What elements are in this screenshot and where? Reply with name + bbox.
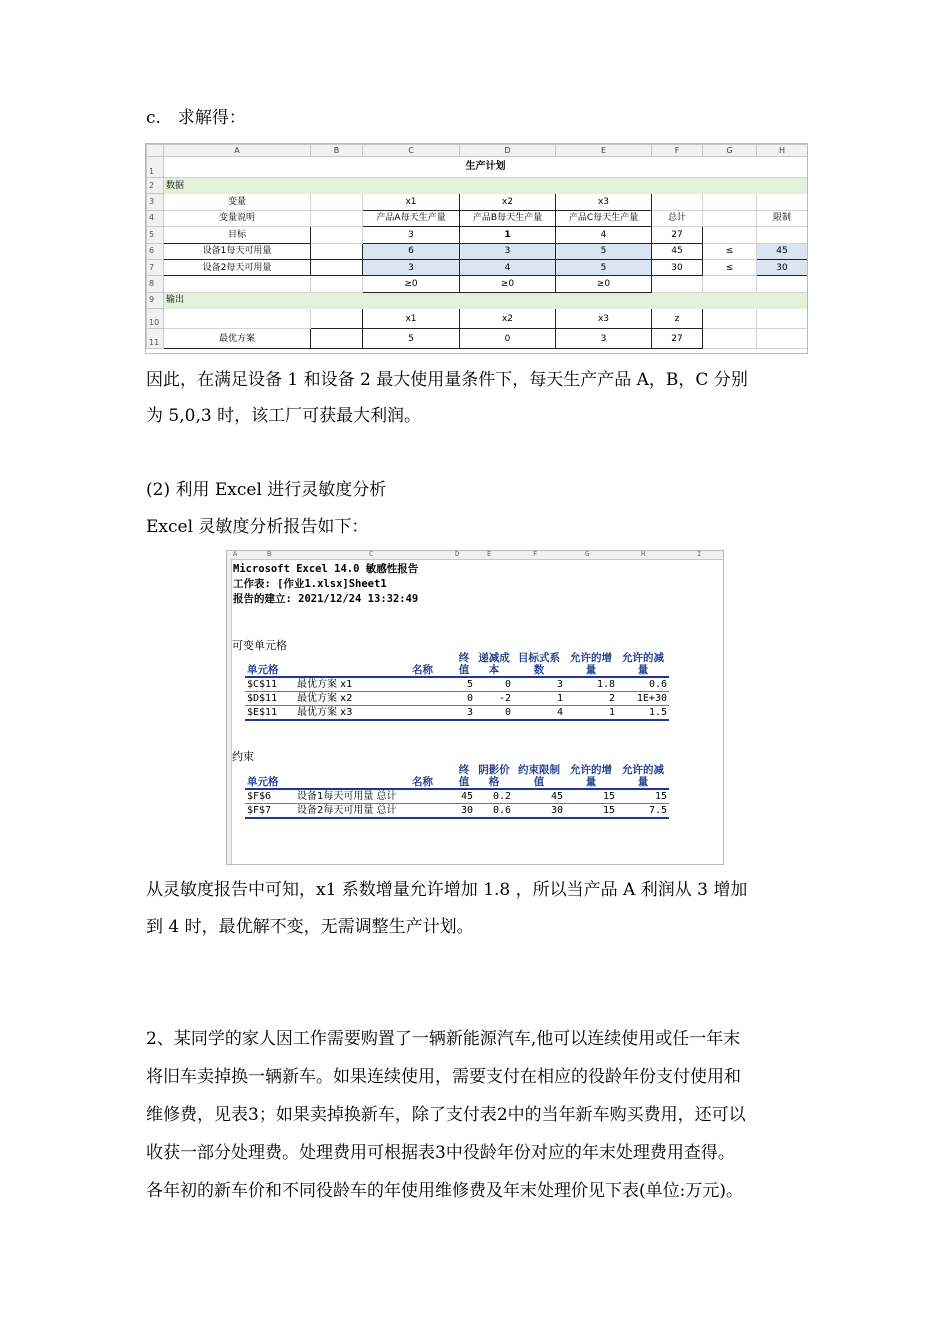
table-row: $D$11 最优方案 x2 0 -2 1 2 1E+30 — [247, 693, 667, 704]
row-5: 5 目标 3 1 4 27 — [147, 227, 808, 243]
paragraph-1-line-2: 为 5,0,3 时，该工厂可获最大利润。 — [146, 406, 422, 426]
row-2: 2 数据 — [147, 178, 808, 194]
paragraph-1-line-1: 因此，在满足设备 1 和设备 2 最大使用量条件下，每天生产产品 A，B，C 分别 — [146, 370, 748, 390]
row-7: 7 设备2每天可用量 3 4 5 30 ≤ 30 — [147, 259, 808, 275]
table-row: $F$6 设备1每天可用量 总计 45 0.2 45 15 15 — [247, 791, 667, 802]
row-11: 11 最优方案 5 0 3 27 — [147, 329, 808, 349]
row-9: 9 输出 — [147, 292, 808, 308]
row-6: 6 设备1每天可用量 6 3 5 45 ≤ 45 — [147, 243, 808, 259]
paragraph-3-line-5: 各年初的新车价和不同役龄车的年使用维修费及年末处理价见下表(单位:万元)。 — [146, 1181, 743, 1201]
report-worksheet: 工作表: [作业1.xlsx]Sheet1 — [233, 578, 387, 590]
table-row: $C$11 最优方案 x1 5 0 3 1.8 0.6 — [247, 679, 667, 690]
constraints-title: 约束 — [232, 750, 254, 763]
column-header-strip: A B C D E F G H I — [227, 551, 723, 560]
excel-sensitivity-report — [226, 550, 724, 865]
paragraph-2-line-2: 到 4 时，最优解不变，无需调整生产计划。 — [146, 917, 474, 937]
paragraph-3-line-1: 2、某同学的家人因工作需要购置了一辆新能源汽车,他可以连续使用或任一年末 — [146, 1029, 741, 1049]
variable-header-row: 单元格 名称 终值 递减成本 目标式系数 允许的增量 允许的减量 — [245, 652, 669, 677]
section-output: 输出 — [164, 292, 311, 308]
paragraph-3-line-4: 收获一部分处理费。处理费用可根据表3中役龄年份对应的年末处理费用查得。 — [146, 1143, 735, 1163]
constraint-header-row: 单元格 名称 终值 阴影价格 约束限制值 允许的增量 允许的减量 — [245, 764, 669, 789]
row-8: 8 ≥0 ≥0 ≥0 — [147, 276, 808, 292]
heading-c: c. 求解得： — [146, 108, 246, 128]
section-data: 数据 — [164, 178, 311, 194]
paragraph-3-line-3: 维修费，见表3；如果卖掉换新车，除了支付表2中的当年新车购买费用，还可以 — [146, 1105, 746, 1125]
sheet-title: 生产计划 — [164, 157, 808, 178]
paragraph-2-line-1: 从灵敏度报告中可知，x1 系数增量允许增加 1.8 ，所以当产品 A 利润从 3 增加 — [146, 880, 748, 900]
section-2-title: (2) 利用 Excel 进行灵敏度分析 — [146, 480, 387, 500]
constraints-table — [245, 764, 669, 819]
column-header-row: A B C D E F G H — [147, 145, 808, 157]
row-1: 1 生产计划 — [147, 157, 808, 178]
row-3: 3 变量 x1 x2 x3 — [147, 194, 808, 210]
row-4: 4 变量说明 产品A每天生产量 产品B每天生产量 产品C每天生产量 总计 限制 — [147, 210, 808, 226]
paragraph-3-line-2: 将旧车卖掉换一辆新车。如果连续使用，需要支付在相应的役龄年份支付使用和 — [146, 1067, 741, 1087]
table-row: $F$7 设备2每天可用量 总计 30 0.6 30 15 7.5 — [247, 805, 667, 816]
variable-cells-table — [245, 652, 669, 721]
table-row: $E$11 最优方案 x3 3 0 4 1 1.5 — [247, 707, 667, 718]
report-created: 报告的建立: 2021/12/24 13:32:49 — [233, 593, 419, 605]
variable-cells-title: 可变单元格 — [232, 639, 287, 652]
row-10: 10 x1 x2 x3 z — [147, 309, 808, 329]
excel-production-plan — [145, 143, 808, 354]
section-2-subtitle: Excel 灵敏度分析报告如下： — [146, 517, 369, 537]
report-title: Microsoft Excel 14.0 敏感性报告 — [233, 563, 419, 575]
